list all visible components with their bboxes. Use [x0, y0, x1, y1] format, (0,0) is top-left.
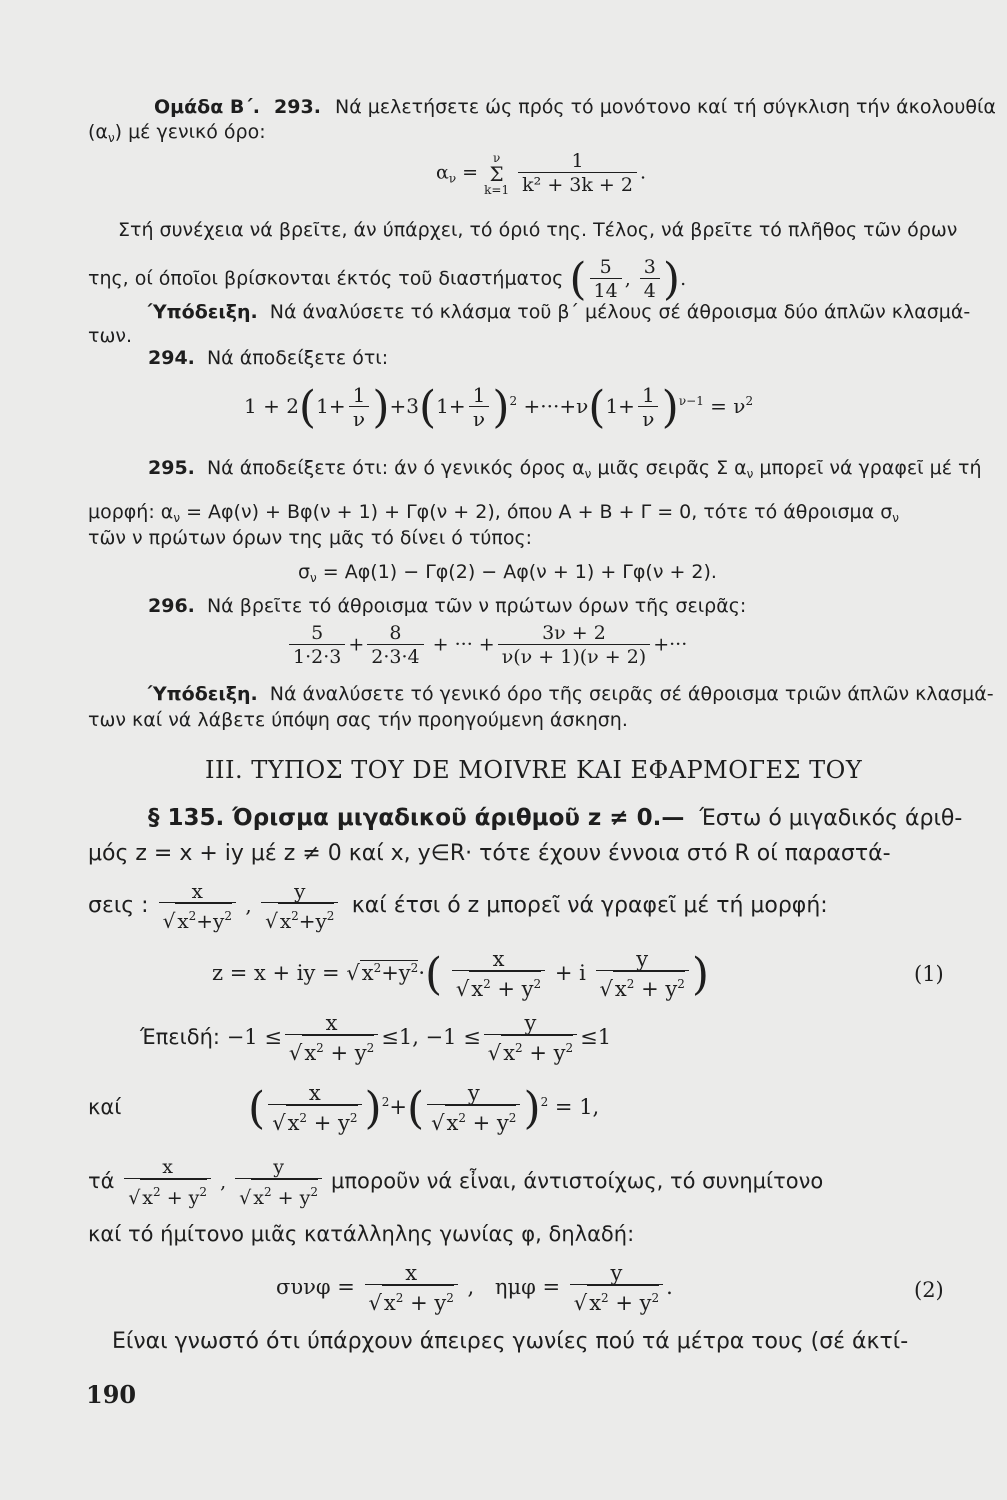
term-2-num: 8	[389, 622, 402, 644]
exercise-293-line-4	[88, 253, 687, 305]
exercise-296-line-1	[148, 594, 746, 618]
term-1-num: 5	[311, 622, 324, 644]
interval-a-num: 5	[599, 256, 612, 278]
hint-label: Ύπόδειξη.	[148, 301, 258, 323]
section-heading: § 135. Όρισμα μιγαδικοῦ άριθμοῦ z ≠ 0.—	[148, 805, 685, 831]
interval: ( $\frac{5}{14}$ , $\frac{3}{4}$ ).	[569, 253, 687, 305]
inequality-line: Έπειδή: −1 ≤ $\frac{x}{√x^2 + y^2}$ ≤1, −1 ≤ $\frac{y}{√x^2 + y^2}$ ≤1	[140, 1011, 612, 1065]
cos-label: συνφ =	[276, 1275, 355, 1299]
interval-b-den: 4	[640, 278, 660, 303]
formula-lhs: σ	[298, 561, 311, 583]
section-text: Έστω ό μιγαδικός άριθ-	[699, 806, 963, 831]
exercise-text: Νά άποδείξετε ότι: άν ό γενικός όρος α	[206, 457, 585, 479]
formula-296: $\frac{5}{1\cdot 2\cdot 3}$ + $\frac{8}{2\cdot 3\cdot 4}$ + ··· + $\frac{3\nu + 2}{\nu(\nu + 1)(\nu + 2)}$ +···	[286, 622, 687, 669]
exercise-293-line-2: $(\alpha_\nu)$ μέ γενικό όρο:	[88, 121, 266, 145]
section-135-line-6: Είναι γνωστό ότι ύπάρχουν άπειρες γωνίες πού τά μέτρα τους (σέ άκτί-	[112, 1329, 909, 1354]
sum-symbol: Σ	[489, 161, 504, 186]
equation-2-label: (2)	[914, 1278, 944, 1302]
hint-293-line-1	[148, 300, 970, 324]
exercise-number: 293.	[274, 96, 321, 118]
exercise-number: 294.	[148, 347, 195, 369]
interval-a-den: 14	[590, 278, 622, 303]
exercise-295-line-2: μορφή: $\alpha_\nu = A\varphi(\nu) + B\varphi(\nu + 1) + \Gamma\varphi(\nu + 2)$, όπου Α + Β + Γ = 0, τότε τό άθροισμα $\sigma_\nu$	[88, 501, 899, 525]
group-label: Ομάδα Β΄.	[154, 96, 260, 118]
sequence-name: (α	[88, 121, 108, 143]
since-label: Έπειδή:	[140, 1025, 221, 1049]
identity-line: καί ( $\frac{x}{√x^2 + y^2}$ )$^2$+( $\frac{y}{√x^2 + y^2}$ )$^2$ = 1,	[88, 1081, 600, 1135]
section-135-line-5: καί τό ήμίτονο μιᾶς κατάλληλης γωνίας φ, δηλαδή:	[88, 1222, 635, 1246]
sum-bottom: k=1	[484, 182, 510, 197]
term-2-den: 2·3·4	[367, 644, 423, 669]
exercise-number: 296.	[148, 595, 195, 617]
exercise-text: Νά άποδείξετε ότι:	[206, 347, 389, 369]
equation-2: συνφ = $\frac{x}{√x^2 + y^2}$ , ημφ = $\frac{y}{√x^2 + y^2}$ .	[276, 1261, 673, 1315]
term-3-num: 3ν + 2	[542, 622, 606, 644]
section-text: σεις :	[88, 893, 149, 918]
exercise-295-line-3: τῶν ν πρώτων όρων της μᾶς τό δίνει ό τύπος:	[88, 527, 533, 549]
equation-1: z = x + iy = $√x^2+y^2\cdot$( $\frac{x}{√x^2 + y^2}$ + i $\frac{y}{√x^2 + y^2}$ )	[212, 947, 710, 1001]
term-1-den: 1·2·3	[289, 644, 345, 669]
section-text: μποροῦν νά εἶναι, άντιστοίχως, τό συνημίτονο	[331, 1169, 824, 1193]
sum-sign	[484, 151, 509, 197]
and-label: καί	[88, 1095, 122, 1119]
section-135-line-ta: τά $\frac{x}{√ x^2 + y^2}$ , $\frac{y}{√ x^2 + y^2}$ μποροῦν νά εἶναι, άντιστοίχως, τό συνημίτονο	[88, 1156, 824, 1209]
hint-text: Νά άναλύσετε τό γενικό όρο τῆς σειρᾶς σέ άθροισμα τριῶν άπλῶν κλασμά-	[269, 683, 994, 705]
exercise-294-line-1	[148, 346, 388, 370]
hint-text: Νά άναλύσετε τό κλάσμα τοῦ β΄ μέλους σέ άθροισμα δύο άπλῶν κλασμά-	[269, 301, 971, 323]
exercise-text: μιᾶς σειρᾶς Σ α	[591, 457, 747, 479]
hint-296-line-2: των καί νά λάβετε ύπόψη σας τήν προηγούμενη άσκηση.	[88, 709, 628, 731]
exercise-text: Νά μελετήσετε ώς πρός τό μονότονο καί τή σύγκλιση τήν άκολουθία	[334, 96, 996, 118]
exercise-text: ) μέ γενικό όρο:	[114, 121, 266, 143]
formula-lhs: α	[436, 161, 449, 184]
exercise-295-line-1: 295. Νά άποδείξετε ότι: άν ό γενικός όρος $\alpha_\nu$ μιᾶς σειρᾶς Σ $\alpha_\nu$ μπορεῖ νά γραφεῖ μέ τή	[148, 457, 982, 481]
hint-296-line-1	[148, 682, 994, 706]
term-3-den: ν(ν + 1)(ν + 2)	[498, 644, 650, 669]
hint-293-line-2: των.	[88, 325, 133, 347]
sum-top: ν	[492, 150, 501, 165]
sin-label: ημφ =	[494, 1275, 561, 1299]
exercise-text: = Αφ(ν) + Βφ(ν + 1) + Γφ(ν + 2), όπου Α + Β + Γ = 0, τότε τό άθροισμα σ	[180, 501, 893, 523]
exercise-293-line-3: Στή συνέχεια νά βρεῖτε, άν ύπάρχει, τό όριό της. Τέλος, νά βρεῖτε τό πλῆθος τῶν όρων	[118, 219, 958, 241]
formula-294: 1 + 2(1+ $\frac{1}{\nu}$ )+3(1+ $\frac{1}{\nu}$ )$^2$ +···+ν(1+ $\frac{1}{\nu}$ )$^{\nu-1} = \nu^2$	[244, 382, 754, 433]
formula-295: $\sigma_\nu = A\varphi(1) - \Gamma\varphi(2) - A\varphi(\nu + 1) + \Gamma\varphi(\nu + 2)$.	[298, 561, 717, 585]
section-135-line-2: μός z = x + iy μέ z ≠ 0 καί x, y∈R· τότε έχουν έννοια στό R οί παραστά-	[88, 841, 891, 866]
exercise-text: μπορεῖ νά γραφεῖ μέ τή	[753, 457, 982, 479]
interval-b-num: 3	[643, 256, 656, 278]
denominator: k² + 3k + 2	[518, 172, 637, 197]
exercise-text: της, οί όποῖοι βρίσκονται έκτός τοῦ διαστήματος	[88, 267, 564, 290]
numerator: 1	[571, 150, 584, 172]
ta-label: τά	[88, 1169, 115, 1193]
hint-label: Ύπόδειξη.	[148, 683, 258, 705]
page-number: 190	[86, 1380, 137, 1409]
exercise-number: 295.	[148, 457, 195, 479]
formula-rhs: = Αφ(1) − Γφ(2) − Αφ(ν + 1) + Γφ(ν + 2).	[316, 561, 717, 583]
section-text: καί έτσι ό z μπορεῖ νά γραφεῖ μέ τή μορφή:	[351, 893, 828, 918]
exercise-text: μορφή: α	[88, 501, 174, 523]
exercise-text: Νά βρεῖτε τό άθροισμα τῶν ν πρώτων όρων τῆς σειρᾶς:	[206, 595, 747, 617]
section-135-line-1	[148, 806, 962, 831]
chapter-title: ΙΙΙ. ΤΥΠΟΣ ΤΟΥ DE MOIVRE ΚΑΙ ΕΦΑΡΜΟΓΕΣ ΤΟΥ	[205, 756, 863, 784]
formula-293: $\alpha_\nu$ = ν Σ k=1 $\frac{1}{\text{k² + 3k + 2}}$ .	[436, 150, 647, 197]
equation-1-label: (1)	[914, 962, 944, 986]
exercise-293-line-1	[154, 95, 996, 119]
section-135-line-3: σεις : $\frac{x}{√ x^2+y^2}$ , $\frac{y}{√ x^2+y^2}$ καί έτσι ό z μπορεῖ νά γραφεῖ μέ τή μορφή:	[88, 879, 828, 933]
fraction	[518, 150, 637, 197]
